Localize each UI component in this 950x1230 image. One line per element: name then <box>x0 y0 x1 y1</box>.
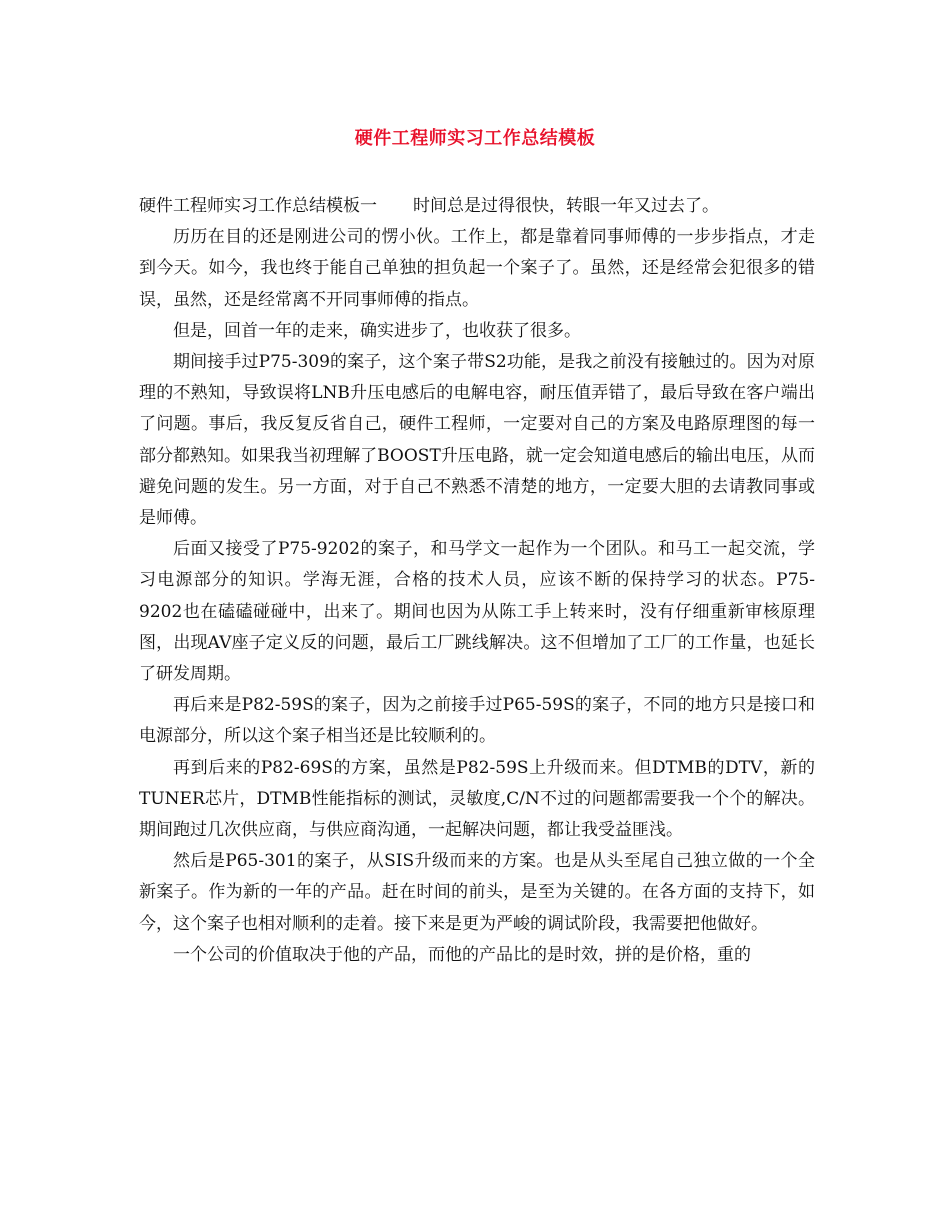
intro-line <box>139 191 815 222</box>
paragraph: 后面又接受了P75-9202的案子，和马学文一起作为一个团队。和马工一起交流，学习电源部分的知识。学海无涯，合格的技术人员，应该不断的保持学习的状态。P75-9202也在磕磕碰碰中，出来了。期间也因为从陈工手上转来时，没有仔细重新审核原理图，出现AV座子定义反的问题，最后工厂跳线解决。这不但增加了工厂的工作量，也延长了研发周期。 <box>139 539 815 685</box>
intro-heading: 硬件工程师实习工作总结模板一 <box>139 196 377 216</box>
paragraph: 期间接手过P75-309的案子，这个案子带S2功能，是我之前没有接触过的。因为对原理的不熟知，导致误将LNB升压电感后的电解电容，耐压值弄错了，最后导致在客户端出了问题。事后，我反复反省自己，硬件工程师，一定要对自己的方案及电路原理图的每一部分都熟知。如果我当初理解了BOOST升压电路，就一定会知道电感后的输出电压，从而避免问题的发生。另一方面，对于自己不熟悉不清楚的地方，一定要大胆的去请教同事或是师傅。 <box>139 352 815 529</box>
document-title: 硬件工程师实习工作总结模板 <box>354 128 596 149</box>
paragraph: 一个公司的价值取决于他的产品，而他的产品比的是时效，拼的是价格，重的 <box>173 944 751 965</box>
paragraph: 但是，回首一年的走来，确实进步了，也收获了很多。 <box>173 320 581 341</box>
intro-text: 时间总是过得很快，转眼一年又过去了。 <box>413 196 719 216</box>
paragraph: 再后来是P82-59S的案子，因为之前接手过P65-59S的案子，不同的地方只是接口和电源部分，所以这个案子相当还是比较顺利的。 <box>139 695 815 747</box>
document-body <box>139 191 815 971</box>
paragraph: 然后是P65-301的案子，从SIS升级而来的方案。也是从头至尾自己独立做的一个全新案子。作为新的一年的产品。赶在时间的前头，是至为关键的。在各方面的支持下，如今，这个案子也相对顺利的走着。接下来是更为严峻的调试阶段，我需要把他做好。 <box>139 851 815 934</box>
paragraph: 再到后来的P82-69S的方案，虽然是P82-59S上升级而来。但DTMB的DTV，新的TUNER芯片，DTMB性能指标的测试，灵敏度,C/N不过的问题都需要我一个个的解决。期间跑过几次供应商，与供应商沟通，一起解决问题，都让我受益匪浅。 <box>139 757 815 841</box>
paragraph: 历历在目的还是刚进公司的愣小伙。工作上，都是靠着同事师傅的一步步指点，才走到今天。如今，我也终于能自己单独的担负起一个案子了。虽然，还是经常会犯很多的错误，虽然，还是经常离不开同事师傅的指点。 <box>139 227 815 310</box>
